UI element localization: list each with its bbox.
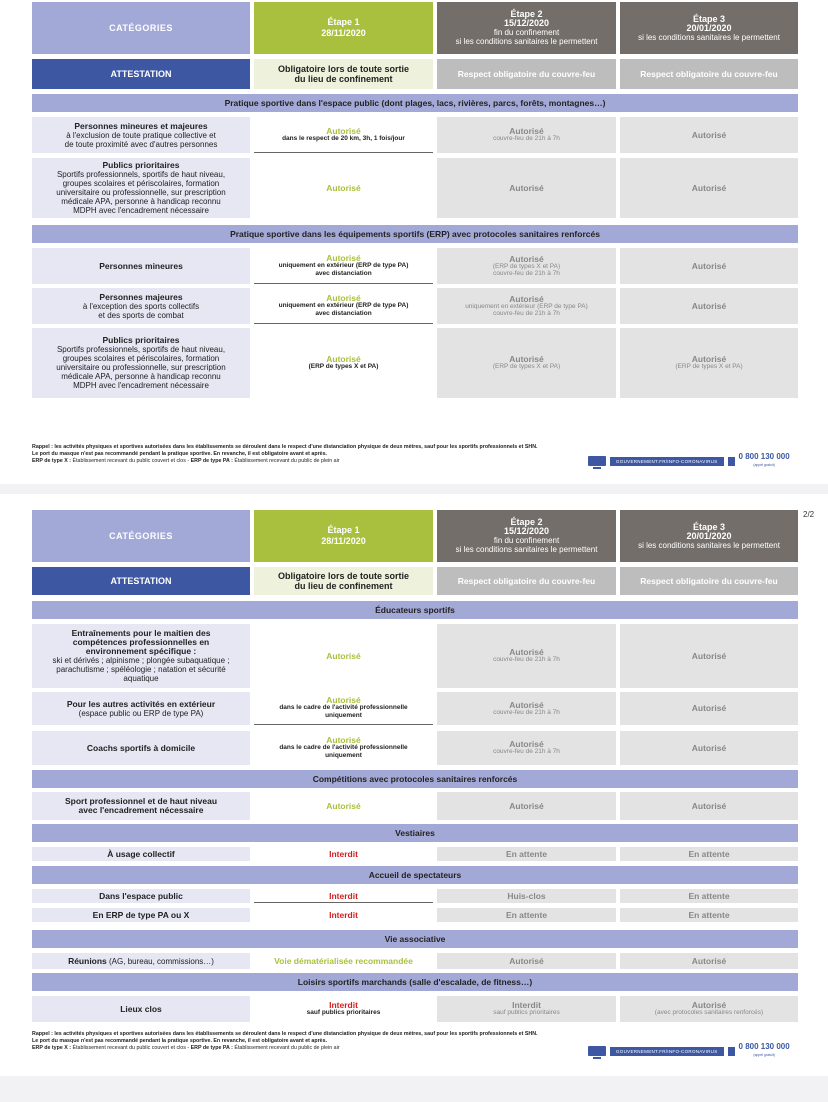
cell-etape3: Autorisé <box>620 158 798 218</box>
cell-etape2: Autorisé couvre-feu de 21h à 7h <box>437 692 616 725</box>
page-1 <box>0 0 828 484</box>
cell-etape2: Autorisé <box>437 792 616 820</box>
row-label-autres-activites: Pour les autres activités en extérieur (espace public ou ERP de type PA) <box>32 692 250 725</box>
row-label-entrainements: Entraînements pour le maitien des compétences professionnelles en environnement spécifique : ski et dérivés ; alpinisme ; plongée subaquatique ; parachutisme ; spéléologie ; natation et sécurité aquatique <box>32 624 250 688</box>
attestation-etape1: Obligatoire lors de toute sortie du lieu de confinement <box>254 567 433 595</box>
cell-etape1: Autorisé uniquement en extérieur (ERP de type PA) avec distanciation <box>254 288 433 324</box>
computer-icon <box>588 456 606 466</box>
phone-number: 0 800 130 000 (appel gratuit) <box>738 1042 790 1057</box>
row-label-publics-prioritaires: Publics prioritaires Sportifs professionnels, sportifs de haut niveau, groupes scolaires et périscolaires, formation universitaire ou professionnelle, sur prescription médicale APA, personne à handicap reconnu MDPH avec l'encadrement nécessaire <box>32 158 250 218</box>
page-number: 2/2 <box>803 510 815 519</box>
cell-etape1: Interdit <box>254 908 433 922</box>
section-espace-public: Pratique sportive dans l'espace public (dont plages, lacs, rivières, parcs, forêts, montagnes…) <box>32 94 798 112</box>
header-categories: CATÉGORIES <box>32 2 250 54</box>
cell-etape3: Autorisé <box>620 248 798 284</box>
header-etape1: Étape 1 28/11/2020 <box>254 2 433 54</box>
cell-etape2: Autorisé couvre-feu de 21h à 7h <box>437 731 616 765</box>
gov-contact <box>588 453 790 469</box>
row-label-publics-prioritaires-erp: Publics prioritaires Sportifs professionnels, sportifs de haut niveau, groupes scolaires et périscolaires, formation universitaire ou professionnelle, sur prescription médicale APA, personne à handicap reconnu MDPH avec l'encadrement nécessaire <box>32 328 250 398</box>
cell-etape2: Huis-clos <box>437 889 616 903</box>
cell-etape2: En attente <box>437 908 616 922</box>
cell-etape3: Autorisé (avec protocoles sanitaires renforcés) <box>620 996 798 1022</box>
cell-etape2: Autorisé (ERP de types X et PA) couvre-feu de 21h à 7h <box>437 248 616 284</box>
attestation-etape2: Respect obligatoire du couvre-feu <box>437 59 616 89</box>
phone-number: 0 800 130 000 (appel gratuit) <box>738 452 790 467</box>
cell-etape3: Autorisé <box>620 792 798 820</box>
header-etape3: Étape 3 20/01/2020 si les conditions sanitaires le permettent <box>620 510 798 562</box>
header-etape2: Étape 2 15/12/2020 fin du confinement si les conditions sanitaires le permettent <box>437 510 616 562</box>
page-2 <box>0 494 828 1076</box>
background <box>0 1076 828 1102</box>
row-label-mineures-majeures: Personnes mineures et majeures à l'exclusion de toute pratique collective et de toute proximité avec d'autres personnes <box>32 117 250 153</box>
gov-link[interactable]: GOUVERNEMENT.FR/INFO-CORONAVIRUS <box>610 457 724 466</box>
cell-etape2: Autorisé uniquement en extérieur (ERP de type PA) couvre-feu de 21h à 7h <box>437 288 616 324</box>
header-etape2: Étape 2 15/12/2020 fin du confinement si les conditions sanitaires le permettent <box>437 2 616 54</box>
cell-etape1: Autorisé <box>254 624 433 688</box>
cell-etape3: Autorisé <box>620 624 798 688</box>
cell-etape2: Autorisé (ERP de types X et PA) <box>437 328 616 398</box>
attestation-label: ATTESTATION <box>32 59 250 89</box>
cell-etape3: Autorisé <box>620 117 798 153</box>
attestation-etape1: Obligatoire lors de toute sortie du lieu de confinement <box>254 59 433 89</box>
cell-etape2: Autorisé couvre-feu de 21h à 7h <box>437 624 616 688</box>
section-educateurs: Éducateurs sportifs <box>32 601 798 619</box>
section-competitions: Compétitions avec protocoles sanitaires renforcés <box>32 770 798 788</box>
row-label-sport-pro: Sport professionnel et de haut niveau avec l'encadrement nécessaire <box>32 792 250 820</box>
cell-etape3: Autorisé (ERP de types X et PA) <box>620 328 798 398</box>
footer-notes: Rappel : les activités physiques et sportives autorisées dans les établissements se déroulent dans le respect d'une distanciation physique de deux mètres, sauf pour les sportifs professionnels et SHN. Le port du masque n'est pas recommandé pendant la pratique sportive. En revanche, il est obligatoire avant et après. ERP de type X : Établissement recevant du public couvert et clos - ERP de type PA : Établissement recevant du public de plein air <box>32 444 538 464</box>
cell-etape2: En attente <box>437 847 616 861</box>
row-label-majeures: Personnes majeures à l'exception des sports collectifs et des sports de combat <box>32 288 250 324</box>
row-label-espace-public: Dans l'espace public <box>32 889 250 903</box>
cell-etape2: Autorisé couvre-feu de 21h à 7h <box>437 117 616 153</box>
cell-etape3: En attente <box>620 889 798 903</box>
cell-etape1: Interdit <box>254 889 433 903</box>
cell-etape1: Autorisé <box>254 792 433 820</box>
section-loisirs: Loisirs sportifs marchands (salle d'escalade, de fitness…) <box>32 973 798 991</box>
row-label-coachs: Coachs sportifs à domicile <box>32 731 250 765</box>
attestation-etape2: Respect obligatoire du couvre-feu <box>437 567 616 595</box>
cell-etape1: Autorisé dans le cadre de l'activité professionnelle uniquement <box>254 692 433 725</box>
cell-etape3: Autorisé <box>620 953 798 969</box>
cell-etape1: Autorisé dans le respect de 20 km, 3h, 1 fois/jour <box>254 117 433 153</box>
cell-etape1: Interdit sauf publics prioritaires <box>254 996 433 1022</box>
cell-etape1: Autorisé uniquement en extérieur (ERP de type PA) avec distanciation <box>254 248 433 284</box>
cell-etape3: En attente <box>620 908 798 922</box>
attestation-label: ATTESTATION <box>32 567 250 595</box>
row-label-erp-pa-x: En ERP de type PA ou X <box>32 908 250 922</box>
row-label-mineures: Personnes mineures <box>32 248 250 284</box>
cell-etape1: Voie dématérialisée recommandée <box>254 953 433 969</box>
cell-etape1: Autorisé <box>254 158 433 218</box>
cell-etape3: Autorisé <box>620 731 798 765</box>
row-label-usage-collectif: À usage collectif <box>32 847 250 861</box>
gov-contact <box>588 1043 790 1059</box>
gov-link[interactable]: GOUVERNEMENT.FR/INFO-CORONAVIRUS <box>610 1047 724 1056</box>
cell-etape1: Autorisé (ERP de types X et PA) <box>254 328 433 398</box>
cell-etape3: Autorisé <box>620 692 798 725</box>
computer-icon <box>588 1046 606 1056</box>
cell-etape1: Interdit <box>254 847 433 861</box>
cell-etape2: Autorisé <box>437 158 616 218</box>
section-vestiaires: Vestiaires <box>32 824 798 842</box>
row-label-reunions: Réunions (AG, bureau, commissions…) <box>32 953 250 969</box>
cell-etape2: Autorisé <box>437 953 616 969</box>
phone-icon <box>728 457 735 466</box>
section-equipements: Pratique sportive dans les équipements sportifs (ERP) avec protocoles sanitaires renforcés <box>32 225 798 243</box>
phone-icon <box>728 1047 735 1056</box>
cell-etape3: En attente <box>620 847 798 861</box>
row-label-lieux-clos: Lieux clos <box>32 996 250 1022</box>
cell-etape1: Autorisé dans le cadre de l'activité professionnelle uniquement <box>254 731 433 765</box>
attestation-etape3: Respect obligatoire du couvre-feu <box>620 567 798 595</box>
cell-etape2: Interdit sauf publics prioritaires <box>437 996 616 1022</box>
header-etape1: Étape 1 28/11/2020 <box>254 510 433 562</box>
section-spectateurs: Accueil de spectateurs <box>32 866 798 884</box>
footer-notes: Rappel : les activités physiques et sportives autorisées dans les établissements se déroulent dans le respect d'une distanciation physique de deux mètres, sauf pour les sportifs professionnels et SHN. Le port du masque n'est pas recommandé pendant la pratique sportive. En revanche, il est obligatoire avant et après. ERP de type X : Établissement recevant du public couvert et clos - ERP de type PA : Établissement recevant du public de plein air <box>32 1031 538 1051</box>
cell-etape3: Autorisé <box>620 288 798 324</box>
header-etape3: Étape 3 20/01/2020 si les conditions sanitaires le permettent <box>620 2 798 54</box>
attestation-etape3: Respect obligatoire du couvre-feu <box>620 59 798 89</box>
header-categories: CATÉGORIES <box>32 510 250 562</box>
section-vie-associative: Vie associative <box>32 930 798 948</box>
